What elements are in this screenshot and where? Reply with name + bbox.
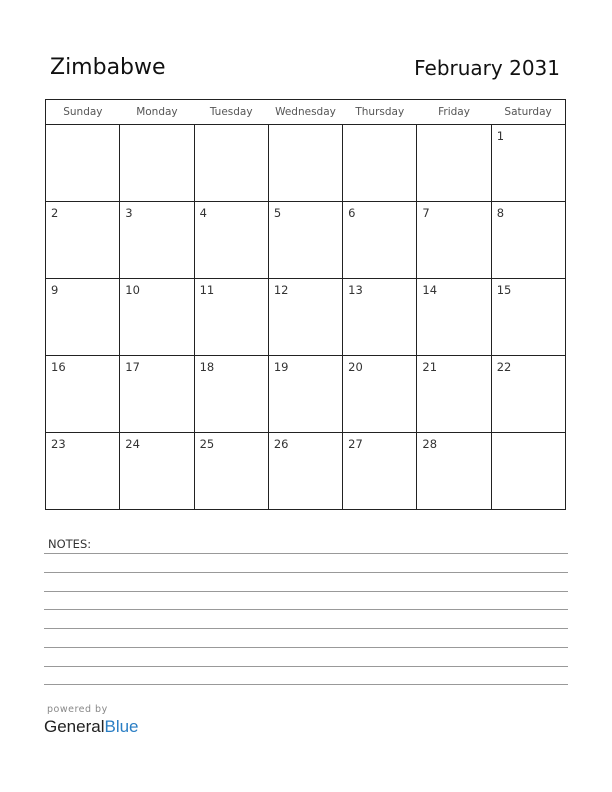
month-year-title: February 2031 — [414, 56, 560, 80]
day-cell — [194, 433, 268, 510]
notes-line — [44, 647, 568, 648]
weekday-thursday: Thursday — [343, 100, 417, 125]
weekday-saturday: Saturday — [491, 100, 565, 125]
week-row — [46, 202, 566, 279]
day-number: 6 — [348, 206, 356, 220]
day-number: 8 — [496, 206, 505, 220]
day-number: 22 — [496, 360, 512, 374]
day-number: 17 — [125, 360, 140, 374]
day-number: 20 — [348, 360, 363, 374]
week-row — [46, 356, 566, 433]
day-number: 14 — [422, 283, 438, 297]
day-number: 12 — [273, 283, 289, 297]
day-number: 26 — [273, 437, 289, 451]
day-number — [417, 125, 490, 129]
day-number: 10 — [125, 283, 140, 297]
day-number: 15 — [496, 283, 512, 297]
day-cell — [120, 279, 194, 356]
day-number: 4 — [199, 206, 207, 220]
day-cell — [491, 202, 565, 279]
day-number: 23 — [51, 437, 66, 451]
day-number — [492, 433, 565, 437]
day-number: 7 — [422, 206, 430, 220]
day-cell — [491, 433, 565, 510]
day-cell — [268, 433, 342, 510]
notes-line — [44, 553, 568, 554]
day-number — [46, 125, 119, 129]
notes-line — [44, 609, 568, 610]
generalblue-logo — [44, 717, 139, 737]
day-number: 18 — [199, 360, 215, 374]
day-cell — [120, 356, 194, 433]
day-number — [343, 125, 416, 129]
day-cell — [120, 433, 194, 510]
day-cell — [491, 279, 565, 356]
weekday-wednesday: Wednesday — [268, 100, 342, 125]
day-number: 24 — [125, 437, 140, 451]
day-cell — [343, 356, 417, 433]
day-cell — [343, 202, 417, 279]
day-cell — [417, 356, 491, 433]
day-number: 3 — [125, 206, 133, 220]
day-cell — [46, 125, 120, 202]
day-cell — [343, 433, 417, 510]
day-cell — [417, 125, 491, 202]
day-cell — [46, 279, 120, 356]
day-cell — [120, 202, 194, 279]
day-cell — [268, 279, 342, 356]
week-row — [46, 279, 566, 356]
week-row — [46, 125, 566, 202]
day-number: 5 — [273, 206, 282, 220]
country-title: Zimbabwe — [50, 55, 166, 80]
day-number: 16 — [51, 360, 66, 374]
day-number: 21 — [422, 360, 438, 374]
day-number: 25 — [199, 437, 215, 451]
day-number: 11 — [199, 283, 215, 297]
day-number: 27 — [348, 437, 363, 451]
notes-line — [44, 666, 568, 667]
brand-general: General — [44, 717, 105, 736]
day-cell — [194, 125, 268, 202]
day-number — [195, 125, 268, 129]
day-number: 28 — [422, 437, 438, 451]
day-number — [120, 125, 193, 129]
calendar-grid — [45, 99, 566, 510]
day-number: 19 — [273, 360, 289, 374]
weekday-sunday: Sunday — [46, 100, 120, 125]
notes-line — [44, 684, 568, 685]
day-cell — [268, 202, 342, 279]
day-cell — [46, 356, 120, 433]
day-cell — [120, 125, 194, 202]
day-cell — [417, 279, 491, 356]
day-number: 9 — [51, 283, 59, 297]
day-cell — [194, 279, 268, 356]
weekday-header-row — [46, 100, 566, 125]
weekday-tuesday: Tuesday — [194, 100, 268, 125]
week-row — [46, 433, 566, 510]
notes-line — [44, 628, 568, 629]
day-number: 1 — [496, 129, 505, 143]
day-cell — [417, 433, 491, 510]
day-cell — [343, 279, 417, 356]
day-cell — [194, 202, 268, 279]
brand-blue: Blue — [104, 717, 139, 736]
day-cell — [491, 356, 565, 433]
day-number: 2 — [51, 206, 59, 220]
notes-line — [44, 591, 568, 592]
day-cell — [46, 433, 120, 510]
day-cell — [194, 356, 268, 433]
day-number: 13 — [348, 283, 363, 297]
day-cell — [268, 356, 342, 433]
day-cell — [491, 125, 565, 202]
notes-label: NOTES: — [48, 537, 92, 551]
day-cell — [417, 202, 491, 279]
weekday-friday: Friday — [417, 100, 491, 125]
powered-by-text: powered by — [47, 704, 108, 715]
weekday-monday: Monday — [120, 100, 194, 125]
notes-line — [44, 572, 568, 573]
day-number — [269, 125, 342, 129]
day-cell — [343, 125, 417, 202]
day-cell — [268, 125, 342, 202]
day-cell — [46, 202, 120, 279]
